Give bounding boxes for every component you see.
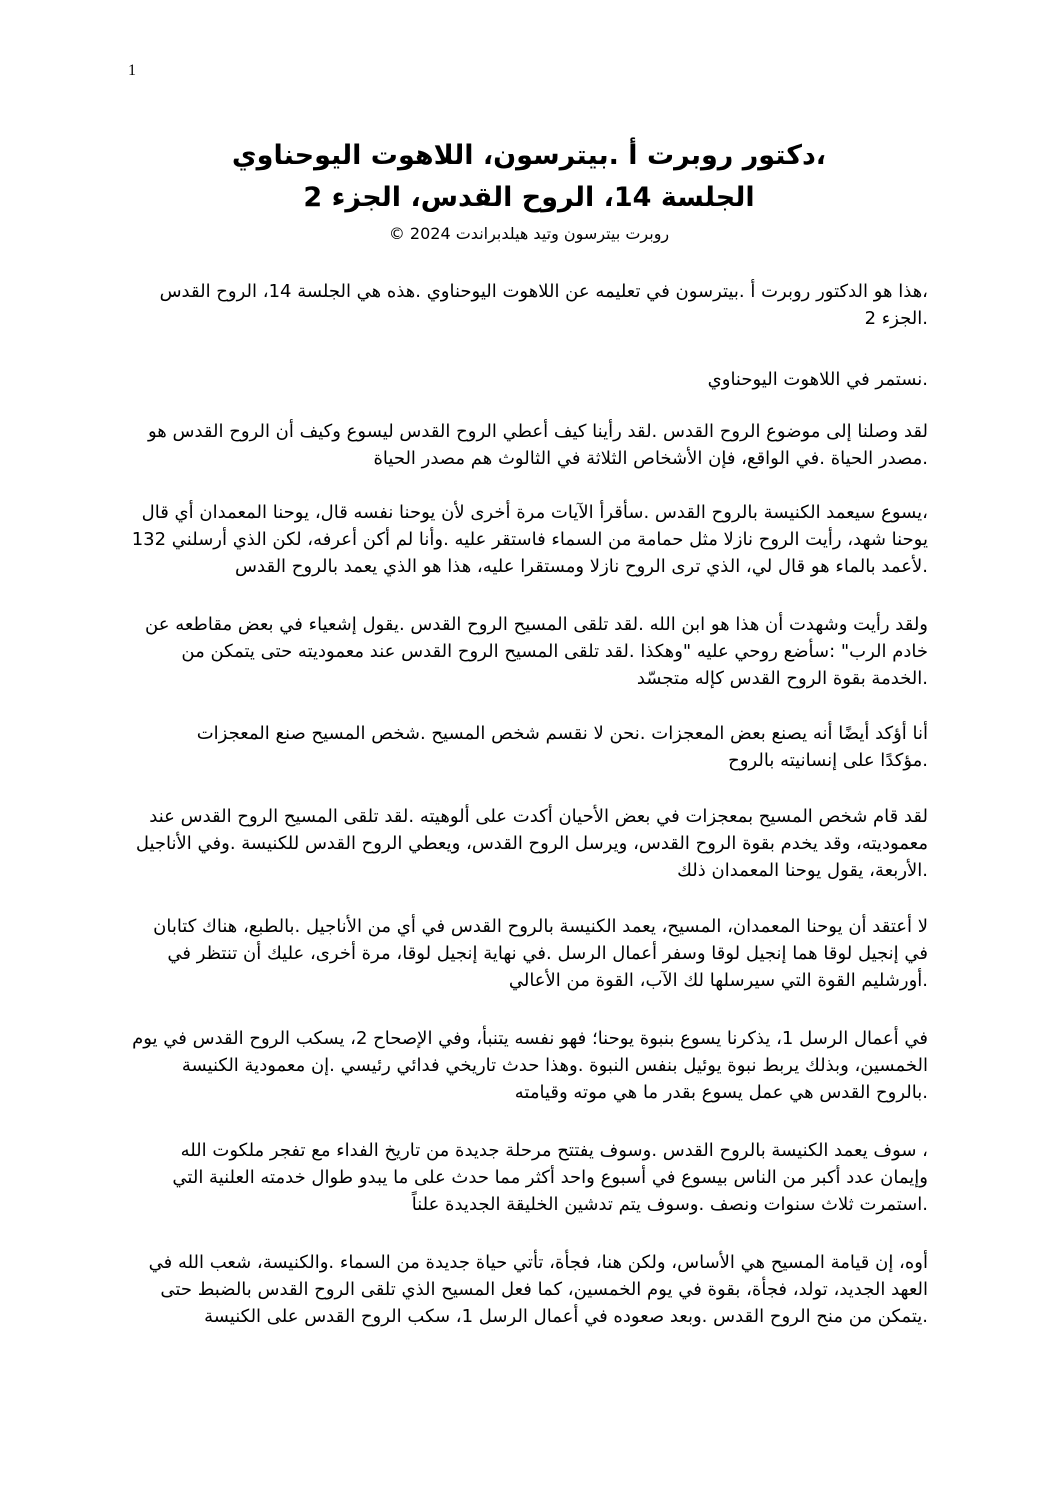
paragraph-11 <box>130 1249 928 1330</box>
title-line-2: الجلسة 14، الروح القدس، الجزء 2 <box>303 182 755 213</box>
paragraph-line: .مصدر الحياة .في الواقع، فإن الأشخاص الثلاثة في الثالوث هم مصدر الحياة <box>373 448 928 469</box>
paragraph-line: خادم الرب" :سأضع روحي عليه "وهكذا .لقد تلقى المسيح الروح القدس عند معموديته حتى يتمكن من <box>181 641 928 662</box>
paragraph-line: .مؤكدًا على إنسانيته بالروح <box>728 750 928 771</box>
paragraph-line: في إنجيل لوقا هما إنجيل لوقا وسفر أعمال الرسل .في نهاية إنجيل لوقا، مرة أخرى، عليك أن تنتظر في <box>167 943 928 964</box>
paragraph-line: الخمسين، وبذلك يربط نبوة يوئيل بنفس النبوة .وهذا حدث تاريخي فدائي رئيسي .إن معمودية الكنيسة <box>181 1055 928 1076</box>
paragraph-line: ، سوف يعمد الكنيسة بالروح القدس .وسوف يفتتح مرحلة جديدة من تاريخ الفداء مع تفجر ملكوت الله <box>180 1140 928 1161</box>
paragraph-6 <box>130 720 928 774</box>
title-line-1: ،دكتور روبرت أ .بيترسون، اللاهوت اليوحناوي <box>231 140 827 171</box>
paragraph-8 <box>130 913 928 994</box>
paragraph-line: لا أعتقد أن يوحنا المعمدان، المسيح، يعمد الكنيسة بالروح القدس في أي من الأناجيل .بالطبع، هناك كتابان <box>153 916 928 937</box>
paragraph-line: أوه، إن قيامة المسيح هي الأساس، ولكن هنا، فجأة، تأتي حياة جديدة من السماء .والكنيسة، شعب الله في <box>148 1252 928 1273</box>
paragraph-line: ولقد رأيت وشهدت أن هذا هو ابن الله .لقد تلقى المسيح الروح القدس .يقول إشعياء في بعض مقاطعه عن <box>145 614 928 635</box>
paragraph-5 <box>130 611 928 692</box>
paragraph-line: ،يسوع سيعمد الكنيسة بالروح القدس .سأقرأ الآيات مرة أخرى لأن يوحنا نفسه قال، يوحنا المعمدان أي قال <box>141 502 928 523</box>
paragraph-line: أنا أؤكد أيضًا أنه يصنع بعض المعجزات .نحن لا نقسم شخص المسيح .شخص المسيح صنع المعجزات <box>196 723 928 744</box>
paragraph-3 <box>130 418 928 472</box>
paragraph-line: .استمرت ثلاث سنوات ونصف .وسوف يتم تدشين الخليقة الجديدة علناً <box>411 1194 928 1215</box>
paragraph-line: .الأربعة، يقول يوحنا المعمدان ذلك <box>677 860 928 881</box>
paragraph-line: العهد الجديد، تولد، فجأة، بقوة في يوم الخمسين، كما فعل المسيح الذي تلقى الروح القدس بالضبط حتى <box>160 1279 928 1300</box>
paragraph-10 <box>130 1137 928 1218</box>
paragraph-4 <box>130 499 928 580</box>
paragraph-line: معموديته، وقد يخدم بقوة الروح القدس، ويرسل الروح القدس، ويعطي الروح القدس للكنيسة .وفي الأناجيل <box>135 833 928 854</box>
paragraph-line: ،هذا هو الدكتور روبرت أ .بيترسون في تعليمه عن اللاهوت اليوحناوي .هذه هي الجلسة 14، الروح القدس <box>159 281 928 302</box>
paragraph-2 <box>130 366 928 393</box>
paragraph-line: .بالروح القدس هي عمل يسوع بقدر ما هي موته وقيامته <box>514 1082 928 1103</box>
paragraph-line: .نستمر في اللاهوت اليوحناوي <box>707 369 928 390</box>
paragraph-line: لقد وصلنا إلى موضوع الروح القدس .لقد رأينا كيف أعطي الروح القدس ليسوع وكيف أن الروح القدس هو <box>147 421 928 442</box>
paragraph-line: وإيمان عدد أكبر من الناس بيسوع في أسبوع واحد أكثر مما حدث على ما يبدو طوال خدمته العلنية التي <box>172 1167 928 1188</box>
paragraph-line: يوحنا شهد، رأيت الروح نازلا مثل حمامة من السماء فاستقر عليه .وأنا لم أكن أعرفه، لكن الذي أرسلني 132 <box>131 529 928 550</box>
paragraph-line: في أعمال الرسل 1، يذكرنا يسوع بنبوة يوحنا؛ فهو نفسه يتنبأ، وفي الإصحاح 2، يسكب الروح القدس في يوم <box>132 1028 928 1049</box>
paragraph-1 <box>130 278 928 332</box>
paragraph-7 <box>130 803 928 884</box>
copyright-line: روبرت بيترسون وتيد هيلدبراندت 2024 © <box>388 224 670 243</box>
paragraph-line: .الخدمة بقوة الروح القدس كإله متجسّد <box>636 668 928 689</box>
paragraph-line: .لأعمد بالماء هو قال لي، الذي ترى الروح نازلا ومستقرا عليه، هذا هو الذي يعمد بالروح القدس <box>235 556 928 577</box>
paragraph-line: .أورشليم القوة التي سيرسلها لك الآب، القوة من الأعالي <box>508 970 928 991</box>
paragraph-9 <box>130 1025 928 1106</box>
paragraph-line: .الجزء 2 <box>864 308 928 329</box>
paragraph-line: لقد قام شخص المسيح بمعجزات في بعض الأحيان أكدت على ألوهيته .لقد تلقى المسيح الروح القدس عند <box>149 806 928 827</box>
page-number: 1 <box>128 62 136 79</box>
paragraph-line: .يتمكن من منح الروح القدس .وبعد صعوده في أعمال الرسل 1، سكب الروح القدس على الكنيسة <box>204 1306 928 1327</box>
